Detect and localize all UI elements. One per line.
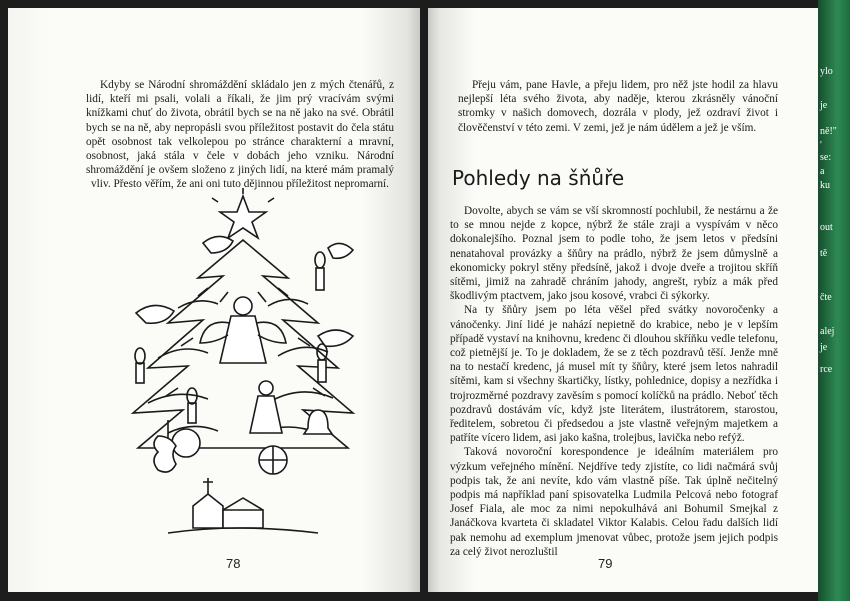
edge-word: alej <box>820 326 835 337</box>
body-paragraph-3: Taková novoroční korespondence je ideálním materiálem pro výzkum veřejného mínění. Nejdříve tedy zjistíte, co lidi načmárá svůj podpis tak, že ani nevíte, kdo vám vlastně píše. Tak úplně nečitelný podpis má například paní spisovatelka Ludmila Pelcová nebo fotograf Josef Fiala, ale moc za nimi nepokulhává ani Bohumil Smejkal z Janáčkova kvarteta či skladatel Viktor Kalabis. Celou řadu dalších lidí pak nemohu ad exemplum jmenovat vůbec, protože jsem jejich podpis za celý život nerozluštil <box>450 446 778 558</box>
edge-word: je <box>820 100 828 111</box>
next-book-cover-edge <box>818 0 850 601</box>
christmas-tree-illustration-icon <box>108 188 378 548</box>
edge-word: čte <box>820 292 832 303</box>
page-number-left: 78 <box>226 556 241 571</box>
page-number-right: 79 <box>598 556 613 571</box>
edge-word: ně!" <box>820 126 837 137</box>
left-page-paragraph: Kdyby se Národní shromáždění skládalo jen z mých čtenářů, z lidí, kteří mi psali, volali a říkali, že jim prý vracívám svými knížkami chuť do života, obrátil bych se na ně jako na své. Obrátil bych se na ně, aby nepropásli svou příležitost postavit do čela státu opět osobnost tak velkolepou po stránce charakterní a mravní, osobnost, jaká stála v čele v dobách jeho vzniku. Národní shromáždění je ovšem složeno z jiných lidí, na které mám pramalý vliv. Přesto věřím, že ani oni tuto dějinnou příležitost nepromarní. <box>86 79 394 191</box>
edge-word: ku <box>820 180 830 191</box>
right-page-paragraph-1: Přeju vám, pane Havle, a přeju lidem, pro něž jste hodil za hlavu nejlepší léta svého života, aby naděje, kterou zkrásněly vánoční stromky v našich domovech, dozrála v plody, jež ozdraví život i člověčenství v této zemi. V zemi, jež je nám údělem a jež je vším. <box>458 79 778 134</box>
edge-word: ' <box>820 140 822 151</box>
edge-word: a <box>820 166 825 177</box>
edge-word: rce <box>820 364 833 375</box>
body-paragraph-2: Na ty šňůry jsem po léta věšel před svátky novoročenky a vánočenky. Jiní lidé je nahází nepietně do krabice, nebo je v lepším případě vystaví na knihovnu, kredenc či dlouhou skříňku vedle telefonu, což pietnější je. To je dokladem, že se z těch pozdravů těší. Jenže mně na to nestačí kredenc, já musel mít ty šňůry, které jsem letos nahradil sítěmi, kam si všechny škartičky, lístky, pohlednice, dopisy a nezřídka i trojrozměrné pozdravy zavěsím s pomocí kolíčků na prádlo. Neboť těch pozdravů dostávám víc, když jste literátem, ilustrátorem, starostou, ředitelem, sobretou či předsedou a jste vlastně veřejným majetkem a patříte vícero lidem, asi jako kašna, trolejbus, lavička nebo refýž. <box>450 304 778 445</box>
left-page <box>8 8 420 592</box>
right-page <box>428 8 818 592</box>
edge-word: se: <box>820 152 832 163</box>
body-paragraph-1: Dovolte, abych se vám se vší skromností pochlubil, že nestárnu a že to se mnou nejde z kopce, nýbrž že stále zraji a vyspívám v něco dokonalejšího. Poznal jsem to podle toho, že jsem letos v předsíni nenatahoval provázky a šňůry na prádlo, nýbrž že jsem důmyslně a ekonomicky pokryl stěny předsíně, jakož i dvoje dveře a trojitou skříň sítěmi, jimiž na zahradě chráním jahody, angrešt, rybíz a mák před škodlivým ptactvem, jako jsou kosové, vrabci či sýkorky. <box>450 205 778 303</box>
edge-word: je <box>820 342 828 353</box>
edge-word: out <box>820 222 833 233</box>
edge-word: ylo <box>820 66 833 77</box>
right-page-body <box>450 204 778 559</box>
chapter-heading: Pohledy na šňůře <box>452 166 625 190</box>
edge-word: tě <box>820 248 828 259</box>
